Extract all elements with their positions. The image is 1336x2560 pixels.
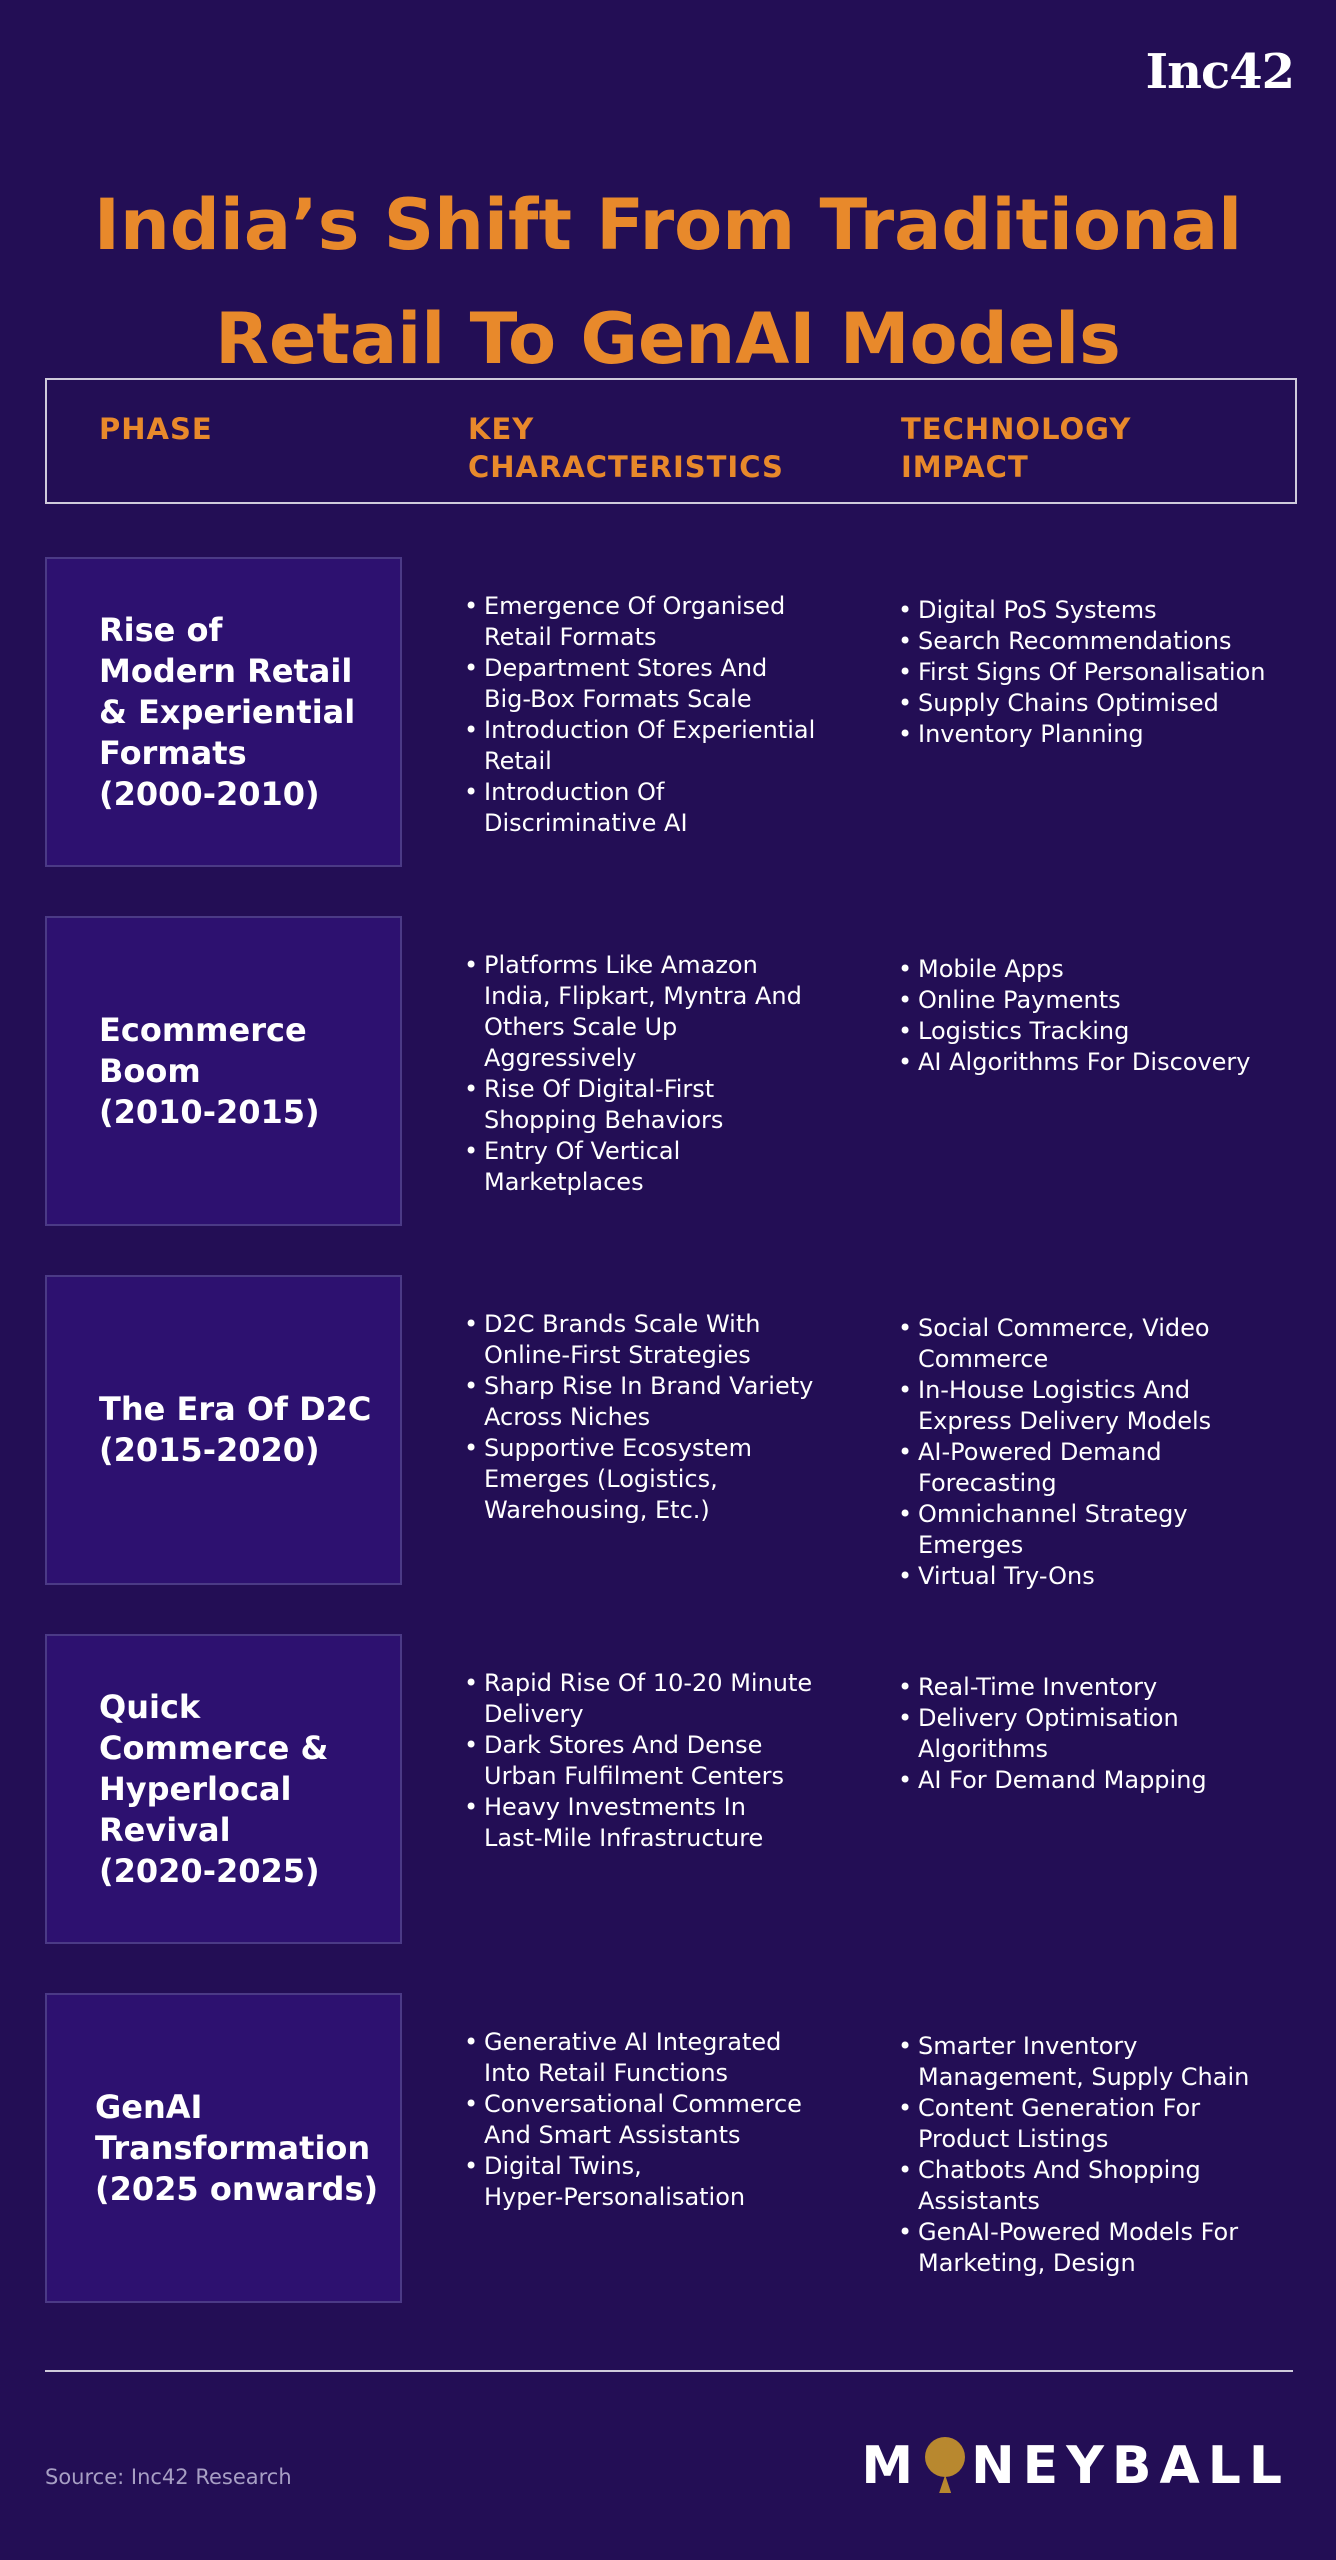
characteristics-list [464, 1668, 812, 1854]
list-item: • Conversational Commerce And Smart Assistants [464, 2089, 802, 2151]
list-item: • Smarter Inventory Management, Supply Chain [898, 2031, 1249, 2093]
table-header [45, 378, 1297, 504]
list-item: • Generative AI Integrated Into Retail Functions [464, 2027, 802, 2089]
characteristics-list [464, 1309, 813, 1526]
phase-box [45, 557, 402, 867]
list-item: • Rise Of Digital-First Shopping Behaviors [464, 1074, 802, 1136]
characteristics-list [464, 591, 815, 839]
phase-box [45, 1993, 402, 2303]
list-item: • AI Algorithms For Discovery [898, 1047, 1251, 1078]
list-item: • GenAI-Powered Models For Marketing, Design [898, 2217, 1249, 2279]
list-item: • Mobile Apps [898, 954, 1251, 985]
list-item: • Platforms Like Amazon India, Flipkart, Myntra And Others Scale Up Aggressively [464, 950, 802, 1074]
list-item: • Digital PoS Systems [898, 595, 1265, 626]
page-title [0, 168, 1336, 396]
table-row [0, 1993, 1336, 2303]
footer-divider [45, 2370, 1293, 2372]
list-item: • Sharp Rise In Brand Variety Across Niches [464, 1371, 813, 1433]
list-item: • Introduction Of Discriminative AI [464, 777, 815, 839]
table-row [0, 557, 1336, 867]
technology-list [898, 954, 1251, 1078]
phase-box [45, 1275, 402, 1585]
phase-label: The Era Of D2C (2015-2020) [99, 1390, 372, 1469]
list-item: • Supply Chains Optimised [898, 688, 1265, 719]
list-item: • Social Commerce, Video Commerce [898, 1313, 1211, 1375]
technology-list [898, 2031, 1249, 2279]
table-row [0, 916, 1336, 1226]
list-item: • Introduction Of Experiential Retail [464, 715, 815, 777]
list-item: • Logistics Tracking [898, 1016, 1251, 1047]
list-item: • Online Payments [898, 985, 1251, 1016]
list-item: • Virtual Try-Ons [898, 1561, 1211, 1592]
phase-label: Ecommerce Boom (2010-2015) [99, 1010, 320, 1131]
list-item: • D2C Brands Scale With Online-First Strategies [464, 1309, 813, 1371]
phase-box [45, 1634, 402, 1944]
phase-box [45, 916, 402, 1226]
list-item: • Supportive Ecosystem Emerges (Logistics, Warehousing, Etc.) [464, 1433, 813, 1526]
technology-list [898, 1313, 1211, 1592]
header-characteristics: KEY CHARACTERISTICS [468, 412, 784, 484]
list-item: • Chatbots And Shopping Assistants [898, 2155, 1249, 2217]
technology-list [898, 1672, 1207, 1796]
table-row [0, 1634, 1336, 1944]
list-item: • First Signs Of Personalisation [898, 657, 1265, 688]
phase-label: Quick Commerce & Hyperlocal Revival (2020-2025) [99, 1687, 329, 1890]
list-item: • Inventory Planning [898, 719, 1265, 750]
header-technology: TECHNOLOGY IMPACT [901, 412, 1132, 484]
list-item: • AI-Powered Demand Forecasting [898, 1437, 1211, 1499]
moneyball-prefix: M [861, 2436, 922, 2496]
list-item: • Department Stores And Big-Box Formats Scale [464, 653, 815, 715]
list-item: • Real-Time Inventory [898, 1672, 1207, 1703]
header-phase: PHASE [99, 412, 213, 446]
list-item: • Entry Of Vertical Marketplaces [464, 1136, 802, 1198]
list-item: • AI For Demand Mapping [898, 1765, 1207, 1796]
list-item: • Digital Twins, Hyper-Personalisation [464, 2151, 802, 2213]
moneyball-logo [861, 2436, 1290, 2496]
list-item: • Heavy Investments In Last-Mile Infrastructure [464, 1792, 812, 1854]
list-item: • Content Generation For Product Listings [898, 2093, 1249, 2155]
list-item: • Omnichannel Strategy Emerges [898, 1499, 1211, 1561]
source-note: Source: Inc42 Research [45, 2465, 292, 2489]
technology-list [898, 595, 1265, 750]
phase-label: Rise of Modern Retail & Experiential Formats (2000-2010) [99, 610, 356, 813]
inc42-logo: Inc42 [1145, 44, 1294, 100]
list-item: • Emergence Of Organised Retail Formats [464, 591, 815, 653]
list-item: • Search Recommendations [898, 626, 1265, 657]
list-item: • Rapid Rise Of 10-20 Minute Delivery [464, 1668, 812, 1730]
list-item: • Delivery Optimisation Algorithms [898, 1703, 1207, 1765]
table-row [0, 1275, 1336, 1590]
characteristics-list [464, 950, 802, 1198]
light-bulb-icon [925, 2437, 965, 2495]
list-item: • In-House Logistics And Express Delivery Models [898, 1375, 1211, 1437]
title-line-2: Retail To GenAI Models [215, 298, 1121, 380]
characteristics-list [464, 2027, 802, 2213]
list-item: • Dark Stores And Dense Urban Fulfilment Centers [464, 1730, 812, 1792]
phase-label: GenAI Transformation (2025 onwards) [95, 2087, 379, 2208]
moneyball-suffix: NEYBALL [971, 2436, 1290, 2496]
title-line-1: India’s Shift From Traditional [93, 184, 1243, 266]
